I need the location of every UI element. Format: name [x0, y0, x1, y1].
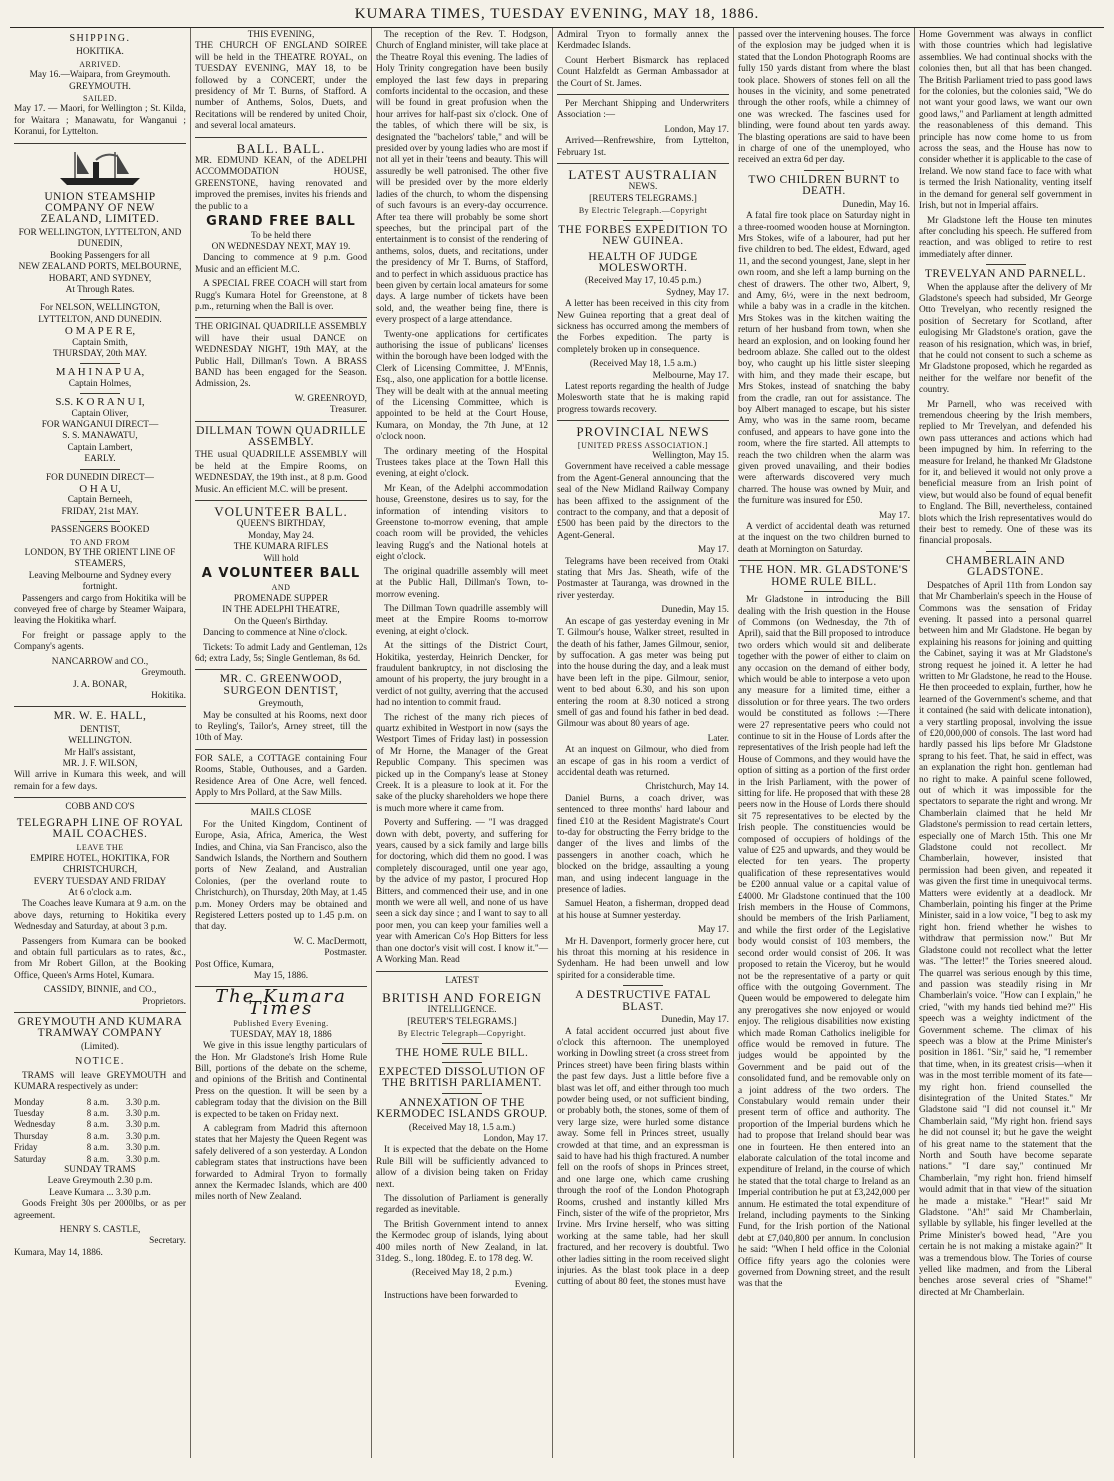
dissolution-text: The dissolution of Parliament is generally regarded as inevitable. — [376, 1194, 548, 1216]
railway-text: Government have received a cable message from the Agent-General announcing that the seal of the New Midland Railway Company has been affixed to the assignment of the contract to the company, and that a deposit of £500 has been paid by the directors to the Agent-General. — [557, 462, 729, 541]
dentist: DENTIST, — [79, 724, 121, 735]
kumara-times-title: The Kumara Times — [215, 986, 347, 1019]
table-row: Thursday 8 a.m. 3.30 p.m. — [14, 1130, 161, 1141]
cottage-sale: FOR SALE, a COTTAGE containing Four Rooms, Stable, Outhouses, and a Garden. Residence Area of One Acre, well fenced. Apply to Mrs Pollard, at the Saw Mills. — [195, 753, 367, 798]
melbourne-dateline: Melbourne, May 17. — [652, 370, 729, 381]
newspaper-page — [10, 4, 1104, 1469]
leaving-melbourne: Leaving Melbourne and Sydney every fortnight. — [28, 570, 172, 593]
children-heading: TWO CHILDREN BURNT to DEATH. — [748, 173, 900, 198]
latest: LATEST — [445, 975, 479, 986]
gladstone-text: Mr Gladstone in introducing the Bill dealing with the Irish question in the House of Commons (on Wednesday, the 7th of April), said that the Bill proposed to introduce two orders which would sit and deliberate together with the power of either to claim on any occasion on the demand of either body, which would be able to interpose a veto upon any measure for a limited time, either a dissolution or for three years. The two orders would be constituted as follows :—There were 27 representative peers who could not continue to sit in the House of Lords after the representatives of the Irish people had left the House of Commons, and they would have the option of sitting as a portion of the first order in the Irish Parliament, with the power of sitting for life. He proposed that with these 28 peers now in the House of Lords there should sit 75 representatives to be elected by the Irish people. The constituencies would be composed of occupiers of holdings of the value of £25 and upwards, and they would be elected for ten years. The property qualification of these representatives would be £200 annual value or a capital value of £4000. Mr Gladstone continued that the 100 Irish members in the House of Commons, should be members of the Irish Parliament, and while the first order of the Legislative body would consist of 103 members, the second order would consist of 206. It was proposed to retain the Viceroy, but he would not be the representative of a party or quit office with the outgoing Government. The Queen would be empowered to delegate him any prerogatives she now enjoyed or would enjoy. The religious disabilities now existing which made Roman Catholics ineligible for office would be removed in future. The judges would be appointed by the Government and be paid out of the consolidated fund, and be removable only on a joint address of the two orders. The Constabulary would remain under their present term of office and authority. The proportion of the Imperial burdens which he had to propose that Ireland should bear was one in fourteen. He then entered into an elaborate calculation of the total income and expenditure of Ireland, in the course of which he stated that the total charge to Ireland as an Imperial contribution he put at £3,242,000 per annum. He estimated the total expenditure of Ireland, including payments to the Sinking Fund, for the Irish portion of the National debt at £7,040,800 per annum. In conclusion he said: "When I held office in the Colonial Office fifty years ago the colonies were governed from Downing street, and the result was that the — [738, 595, 910, 1290]
gas-text: An escape of gas yesterday evening in Mr T. Gilmour's house, Walker street, resulted in the death of his father, James Gilmour, senior, by suffocation. A gas meter was being put into the house during the day, and a leak must have been left in the pipe. Gilmour, senior, went to bed about 6.30, and his son upon entering the room at 8.30 noticed a strong smell of gas and found his father in bed dead. Gilmour was about 80 years of age. — [557, 616, 729, 730]
column-1 — [10, 28, 191, 1458]
arrived-text: May 16.—Waipara, from Greymouth. — [29, 70, 171, 81]
proprietors: Proprietors. — [142, 996, 186, 1007]
published: Published Every Evening. — [233, 1019, 329, 1029]
nancarrow-place: Greymouth. — [141, 668, 186, 679]
chamberlain-text: Despatches of April 11th from London say that Mr Chamberlain's speech in the House of Commons was the sensation of Friday evening. It passed into a personal quarrel between him and Mr Gladstone. He began by explaining his reasons for joining and quitting the Cabinet, saying it was at Mr Gladstone's strong request he joined it. A letter he had written to Mr Gladstone, he read to the House. He then proceeded to explain, further, how he learned of the Government's scheme, and that it contained (he said with delicate intonation), a very startling proposal, involving the issue of £20,000,000 of consols. The last word had hardly passed his lips before Mr Gladstone sprang to his feet. That, he said in effect, was an explanation the right hon. gentleman had no right to make. A painful scene followed, out of which it was impossible for the spectators to separate the right and wrong. Mr Chamberlain claimed that he held Mr Gladstone's permission to read certain letters, especially one of March 15th. This one Mr Gladstone could not recollect. Mr Chamberlain, however, insisted that permission had been given, and repeated it was given the first time in unequivocal terms. Matters were evidently at a deadlock. Mr Chamberlain, pointing his finger at the Prime Minister, said in a low voice, "I beg to ask my right hon. friend whether he wishes to withdraw that permission now." But Mr Gladstone could not recollect what the letter was. "The letter!" the Tories sneered aloud. The quarrel was serious enough by this time, and passion was steadily rising in Mr Chamberlain's voice. "How can I explain," he cried, "with my hands tied behind me?" His speech was a weighty indictment of the Government scheme. The climax of his speech was a blow at the Prime Minister's position in 1861. "Sir," said he, "I remember that time, when, in its greatest crisis—when it was in the most terrible moment of its fate—my right hon. friend counselled the disintegration of the United States." Mr Gladstone said "I did not counsel it." Mr Chamberlain said, "My right hon. friend says he did not counsel it; but he gave the weight of his great name to the statement that the North and South have become separate nations." "I dare say," continued Mr Chamberlain, "my right hon. friend himself would admit that in that view of the situation he made a mistake." "Hear!" said Mr Gladstone. "Ah!" said Mr Chamberlain, syllable by syllable, his finger levelled at the Prime Minister's bowed head, "Are you certain he is not making a mistake again?" It was a tremendous blow. The Tories of course yelled like madmen, and from the Liberal benches arose several cries of "Shame!" directed at Mr Chamberlain. — [919, 580, 1092, 1298]
sunday-greymouth: Leave Greymouth 2.30 p.m. — [47, 1176, 153, 1187]
freight-text: For freight or passage apply to the Company's agents. — [14, 630, 186, 653]
kean-coach-text: Mr Kean, of the Adelphi accommodation house, Greenstone, desires us to say, for the information of intending visitors to Greenstone to-morrow evening, that ample coach room will be provided, the vehicles leaving Rugg's and the National hotels at eight o'clock. — [376, 483, 548, 563]
new-guinea-text: A letter has been received in this city from New Guinea reporting that a great deal of sickness has occurred among the members of the Forbes expedition. The party is completely broken up in consequence. — [557, 299, 729, 355]
queens-birthday: QUEEN'S BIRTHDAY, — [236, 519, 326, 530]
wednesday-next: ON WEDNESDAY NEXT, MAY 19. — [211, 241, 351, 252]
blast-continued: passed over the intervening houses. The force of the explosion may be judged when it is stated that the London Photograph Rooms are fully 150 yards distant from where the blast took place. Showers of stones fell on all the houses in the vicinity, and some penetrated through the other roofs, while a chimney of one was wrecked. The fascines used for blinding, were found about ten yards away. The blasting operations are said to have been in charge of one of the unemployed, who received an extra 6d per day. — [738, 30, 910, 166]
on-birthday: On the Queen's Birthday. — [234, 616, 328, 627]
sunday-trams: SUNDAY TRAMS — [64, 1164, 136, 1175]
may17b-dateline: May 17. — [698, 925, 729, 936]
column-2 — [191, 28, 372, 1458]
wilson: MR. J. F. WILSON, — [62, 758, 138, 769]
reuters-label: [REUTERS TELEGRAMS.] — [589, 193, 697, 204]
telegraph-line: TELEGRAPH LINE OF ROYAL MAIL COACHES. — [16, 816, 184, 840]
leave-the: LEAVE THE — [76, 843, 124, 853]
latest-australian: LATEST AUSTRALIAN — [568, 167, 718, 183]
trevelyan-text: When the applause after the delivery of Mr Gladstone's speech had subsided, Mr George Otto Trevelyan, who recently resigned the position of Secretary for Scotland, after eulogising Mr Gladstone's oration, gave the reason of his resignation, which was, in brief, that he could not consent to such a scheme as Mr Gladstone proposed, which he regarded as neither for the welfare nor benefit of the country. — [919, 282, 1092, 396]
manawatu-captain: Captain Lambert, — [67, 442, 133, 453]
court-text: At the sittings of the District Court, Hokitika, yesterday, Heinrich Dencker, for fraudulent bankruptcy, in not disclosing the amount of his property, the jury brought in a verdict of not guilty, averring that the accused had no intention to commit fraud. — [376, 641, 548, 709]
intelligence: INTELLIGENCE. — [427, 1005, 497, 1016]
for-dunedin: FOR DUNEDIN DIRECT— — [46, 472, 154, 483]
kean-text: MR. EDMUND KEAN, of the ADELPHI ACCOMMODATION HOUSE, GREENSTONE, having renovated and improved the premises, invites his friends and the public to a — [195, 156, 367, 212]
tramway-heading: GREYMOUTH AND KUMARA TRAMWAY COMPANY — [17, 1016, 183, 1040]
bonar: J. A. BONAR, — [73, 679, 127, 690]
shipping-heading: SHIPPING. — [69, 33, 131, 44]
trams-leave: TRAMS will leave GREYMOUTH and KUMARA respectively as under: — [14, 1070, 186, 1093]
dunedin2-dateline: Dunedin, May 17. — [661, 1015, 729, 1026]
london-orient: LONDON, BY THE ORIENT LINE OF STEAMERS, — [24, 548, 176, 570]
reuters-label: [REUTER'S TELEGRAMS.] — [407, 1016, 517, 1027]
cargo-text: Passengers and cargo from Hokitika will be conveyed free of charge by Steamer Waipara, leaving the Hokitika wharf. — [14, 593, 186, 627]
column-4 — [553, 28, 734, 1458]
mails-text: For the United Kingdom, Continent of Europe, Asia, Africa, America, the West Indies, and China, via San Francisco, also the Sandwich Islands, the Northern and Southern ports of New Zealand, and Australian Colonies, (per the overland route to Christchurch), on Thursday, 20th May, at 1.45 p.m. Money Orders may be obtained and Registered Letters posted up to 1.45 p.m. on that day. — [195, 819, 367, 933]
tryon-text: Admiral Tryon to formally annex the Kerdmadec Islands. — [557, 30, 729, 52]
sailed-text: May 17. — Maori, for Wellington ; St. Kilda, for Waitara ; Manawatu, for Wanganui ; Koranui, for Lyttelton. — [14, 104, 186, 138]
every-tuesday: EVERY TUESDAY AND FRIDAY — [33, 876, 167, 887]
mahinapua-captain: Captain Holmes, — [68, 378, 132, 389]
to-and-from: TO AND FROM — [70, 537, 130, 547]
at-six: At 6 o'clock a.m. — [68, 888, 132, 898]
debate-text: It is expected that the debate on the Home Rule Bill will be sufficiently advanced to allow of a division being taken on Friday next. — [376, 1145, 548, 1190]
column-3 — [372, 28, 553, 1458]
volunteer-ball: A VOLUNTEER BALL — [201, 566, 361, 582]
burns-text: Daniel Burns, a coach driver, was sentenced to three months' hard labour and fined £10 at the Resident Magistrate's Court to-day for obstructing the Ferry bridge to the danger of the lives and limbs of the passengers in another coach, which he blocked on the bridge, assaulting a young man, and using indecent language in the presence of ladies. — [557, 793, 729, 896]
usc-booking: Booking Passengers for all — [50, 250, 150, 261]
editorial-2: A cablegram from Madrid this afternoon states that her Majesty the Queen Regent was safely delivered of a son yesterday. A London cablegram states that instructions have been forwarded to Admiral Tryon to formally annex the Kermadec Islands, which are 400 miles north of New Zealand. — [195, 1123, 367, 1203]
blast-heading: A DESTRUCTIVE FATAL BLAST. — [575, 989, 711, 1013]
ohau: O H A U, — [79, 483, 121, 495]
bismarck-text: Count Herbert Bismarck has replaced Count Halzfeldt as German Ambassador at the Court of St. James. — [557, 55, 729, 89]
notice: NOTICE. — [75, 1056, 125, 1068]
secretary: Secretary. — [149, 1236, 186, 1247]
table-row: Friday 8 a.m. 3.30 p.m. — [14, 1142, 161, 1153]
table-row: Wednesday 8 a.m. 3.30 p.m. — [14, 1119, 161, 1130]
held-there: To be held there — [250, 230, 311, 241]
greenwood-place: Greymouth, — [258, 699, 304, 710]
gladstone-continued: Home Government was always in conflict with those countries which had legislative assemblies. We had continual shocks with the colonies then, but all that has been changed. The British Parliament tried to pass good laws for the colonies, but the colonies said, "We do not want your good laws, we want our own good laws," and Parliament at length admitted the reasonableness of this demand. This principle has now come home to us from across the seas, and the House has now to consider whether it is applicable to the case of Ireland. We now stand face to face with what is termed the Irish Nationality, venting itself in the demand for general self government in Irish, but not in Imperial affairs. — [919, 30, 1092, 212]
will-hold: Will hold — [263, 553, 299, 564]
issue-date: TUESDAY, MAY 18, 1886 — [230, 1029, 332, 1040]
renfrewshire-text: Arrived—Renfrewshire, from Lyttelton, February 1st. — [557, 136, 729, 158]
davenport-text: Mr H. Davenport, formerly grocer here, cut his throat this morning at his residence in Sydenham. He had been unwell and low spirited for a considerable time. — [557, 936, 729, 981]
table-row: Tuesday 8 a.m. 3.30 p.m. — [14, 1107, 161, 1118]
wellington-dateline: Wellington, May 15. — [652, 451, 729, 461]
koranui-captain: Captain Oliver, — [71, 408, 129, 419]
dillman-text: THE usual QUADRILLE ASSEMBLY will be held at the Empire Rooms, on WEDNESDAY, the 19th inst., at 8 p.m. Good Music. An efficient M.C. will be present. — [195, 450, 367, 495]
nancarrow: NANCARROW and CO., — [51, 656, 149, 667]
hokitika-heading: HOKITIKA. — [76, 47, 124, 58]
by-electric: By Electric Telegraph—Copyright. — [397, 1029, 527, 1039]
kumara-date: Kumara, May 14, 1886. — [14, 1247, 103, 1258]
kumara-rifles: THE KUMARA RIFLES — [233, 542, 329, 553]
for-nelson: For NELSON, WELLINGTON, LYTTELTON, AND DUNEDIN. — [38, 303, 162, 325]
sydney-dateline: Sydney, May 17. — [666, 287, 729, 298]
reception-text: The reception of the Rev. T. Hodgson, Church of England minister, will take place at the Theatre Royal this evening. The ladies of Holy Trinity congregation have been busily employed the last few days in preparing comforts incidental to the occasion, and these will be found in great profusion when the hour arrives for half-past six o'clock. One of the tables, of which there will be six, is designated the "bachelors' table," and will be presided over by young ladies who are most if not all yet in their 'teens and beauty. This will assuredly be well patronised. The other five will be presided over by the more elderly ladies of the church, to whom the dispensing of such favours is an every-day occurrence. After tea there will probably be some short speeches, but the principal part of the entertainment is to consist of the rendering of anthems, solos, duets, and recitations, under the presidency of Mr T. Burns, of Stafford, and to perfect in which assiduous practice has been given by certain local amateurs for some days. A large number of tickets have been sold, and, the weather being fine, there is every prospect of a large attendance. — [376, 30, 548, 326]
manawatu: S. S. MANAWATU, — [62, 431, 138, 442]
cobb: COBB AND CO'S — [65, 802, 135, 813]
dunedin-dateline: Dunedin, May 16. — [842, 199, 910, 210]
greenroyd: W. GREENROYD, — [294, 393, 367, 404]
greenwood-heading: MR. C. GREENWOOD, SURGEON DENTIST, — [219, 673, 343, 697]
molesworth-text: Latest reports regarding the health of Judge Molesworth state that he is making rapid progress towards recovery. — [557, 381, 729, 415]
and: AND — [271, 583, 291, 593]
passengers-kumara: Passengers from Kumara can be booked and obtain full particulars as to rates, &c., from Mr Robert Gillon, at the Booking Office, Queen's Arms Hotel, Kumara. — [14, 936, 186, 981]
post-date: May 15, 1886. — [253, 971, 309, 982]
special-coach: A SPECIAL FREE COACH will start from Rugg's Kumara Hotel for Greenstone, at 8 p.m., returning when the Ball is over. — [195, 279, 367, 312]
blast-text: A fatal accident occurred just about five o'clock this afternoon. The unemployed working in Dowling street (a cross street from Princes street) have been firing blasts within the past few days. Just a little before five a blast was let off, and either through too much powder being used, or not sufficient binding, or probably both, the stones, some of them of very large size, were hurled some distance away. Some fell in Princes street, usually crowded at that time, and an expressman is said to have had his thigh fractured. A number fell on the roofs of shops in Princes street, and one large one, which came crushing through the roof of the London Photograph Rooms, crushed and instantly killed Mrs Finch, sister of the wife of the proprietor, Mrs Irvine. Mrs Irvine herself, who was sitting working at the same table, had her skull fractured, and her recovery is doubtful. Two other ladies sitting in the room received slight injuries. As the blast took place in a deep cutting of about 80 feet, the stones must have — [557, 1026, 729, 1288]
post-office: Post Office, Kumara, — [195, 959, 274, 970]
verdict-text: A verdict of accidental death was returned at the inquest on the two children burned to death at Mornington on Saturday. — [738, 522, 910, 555]
merchant-text: Per Merchant Shipping and Underwriters Association :— — [557, 99, 729, 121]
fire-text: A fatal fire took place on Saturday night in a three-roomed wooden house at Mornington. Mrs Stokes, wife of a labourer, had put her five children to bed. The eldest, Edward, aged 11, and the second youngest, Jane, slept in her own room, and she left a lamp burning on the chest of drawers. The other two, Albert, 9, and Amy, 6½, were in the next bedroom, while a baby was in a cradle in the kitchen. Mrs Stokes was in the kitchen waiting the return of her husband from town, when she heard an explosion, and on looking found her bedroom ablaze. She called out to the oldest boy, who caught up his little sister sleeping with him, and they made their escape, but Mrs Stokes, instead of snatching the baby from the cradle, ran out for assistance. The boy Albert managed to escape, but his sister Amy, who was in the same room, became confused, and appears to have gone into the room, where the fire started. All attempts to reach the two children when the alarm was given proved unavailing, and their bodies were afterwards discovered very much charred. The house was owned by Muir, and the furniture was insured for £50. — [738, 211, 910, 507]
hospital-text: The ordinary meeting of the Hospital Trustees takes place at the Town Hall this evening, at eight o'clock. — [376, 446, 548, 480]
promenade-supper: PROMENADE SUPPER — [233, 593, 329, 604]
monday-may-24: Monday, May 24. — [247, 530, 315, 541]
christchurch-dateline: Christchurch, May 14. — [645, 782, 729, 793]
trevelyan-heading: TREVELYAN AND PARNELL. — [924, 268, 1087, 281]
greenwood-text: May be consulted at his Rooms, next door to Reyling's, Tailor's, Arney street, till the 10th of May. — [195, 710, 367, 744]
may17-dateline: May 17. — [698, 545, 729, 556]
quartz-text: The richest of the many rich pieces of quartz exhibited in Westport in now (says the Westport Times of Friday last) in possession of Mr Horne, the Manager of the Great Republic Company. This specimen was picked up in the Company's lease at Stoney Creek. It is a pleasure to look at it. For the sake of the plucky shareholders we hope there is much more where it came from. — [376, 712, 548, 814]
mails-close: MAILS CLOSE — [250, 808, 312, 819]
tickets: Tickets: To admit Lady and Gentleman, 12s 6d; extra Lady, 5s; Single Gentleman, 8s 6d. — [195, 642, 367, 664]
united-press: [UNITED PRESS ASSOCIATION.] — [577, 440, 709, 450]
bonar-place: Hokitika. — [151, 690, 186, 701]
usc-for: FOR WELLINGTON, LYTTELTON, AND DUNEDIN, — [18, 227, 182, 250]
hop-bitters-text: Poverty and Suffering. — "I was dragged down with debt, poverty, and suffering for years, caused by a sick family and large bills for doctoring, which did them no good. I was completely discouraged, until one year ago, by the advice of my pastor, I procured Hop Bitters, and commenced their use, and in one month we were all well, and none of us have seen a sick day since ; and I want to say to all poor men, you can keep your families well a year with American Co's Hop Bitters for less than one doctor's visit will cost. I know it."—A Working Man. Read — [376, 818, 548, 966]
grand-free-ball: GRAND FREE BALL — [206, 214, 356, 230]
dunedin-dateline: Dunedin, May 15. — [661, 605, 729, 616]
dancing-text: Dancing to commence at 9 p.m. Good Music and an efficient M.C. — [195, 253, 367, 275]
otaki-text: Telegrams have been received from Otaki stating that Mrs Jas. Sheath, wife of the Postmaster at Tauranga, was drowned in the river yesterday. — [557, 556, 729, 601]
heaton-text: Samuel Heaton, a fisherman, dropped dead at his house at Sumner yesterday. — [557, 899, 729, 921]
annex-text: The British Government intend to annex the Kermodec group of islands, lying about 400 miles north of New Zealand, in lat. 31deg. S., long. 180deg. E. to 178 deg. W. — [376, 1219, 548, 1265]
koranui: S.S. K O R A N U I, — [55, 396, 145, 409]
cassidy: CASSIDY, BINNIE, and CO., — [43, 985, 157, 996]
received-1: (Received May 18, 1.5 a.m.) — [408, 1122, 516, 1133]
sunday-kumara: Leave Kumara ... 3.30 p.m. — [49, 1187, 151, 1198]
usc-ports: NEW ZEALAND PORTS, MELBOURNE, HOBART, AND SYDNEY, — [18, 262, 182, 284]
omapere-captain: Captain Smith, — [72, 337, 128, 348]
passengers-booked: PASSENGERS BOOKED — [50, 525, 150, 536]
dancing-nine: Dancing to commence at Nine o'clock. — [203, 628, 348, 639]
provincial-news: PROVINCIAL NEWS — [576, 424, 710, 440]
sailed-label: SAILED. — [83, 94, 117, 104]
this-evening: THIS EVENING, — [247, 30, 315, 40]
parnell-text: Mr Parnell, who was received with tremendous cheering by the Irish members, replied to Mr Trevelyan, and defended his own pass utterances and actions which had been impugned by him. In referring to the measure for Ireland, he thanked Mr Gladstone for it, and believed it would not only prove a beneficial measure from an Irish point of view, but would also be found of equal benefit to England. The Bill, nevertheless, contained blots which the Irish representatives would do their best to remedy. One of these was its financial proposals. — [919, 399, 1092, 547]
limited: (Limited). — [81, 1041, 119, 1052]
for-wanganui: FOR WANGANUI DIRECT— — [41, 419, 159, 430]
health-heading: HEALTH OF JUDGE MOLESWORTH. — [588, 250, 698, 274]
quadrille-text: The original quadrille assembly will meet at the Public Hall, Dillman's Town, to-morrow evening. — [376, 566, 548, 600]
early: EARLY. — [84, 454, 116, 465]
chamberlain-heading: CHAMBERLAIN AND GLADSTONE. — [946, 554, 1065, 579]
table-row: Monday 8 a.m. 3.30 p.m. — [14, 1096, 161, 1107]
ohau-date: FRIDAY, 21st MAY. — [61, 506, 139, 517]
may17-dateline: May 17. — [879, 510, 910, 521]
wellington: WELLINGTON. — [68, 736, 132, 747]
omapere: O M A P E R E, — [64, 325, 136, 338]
editorial-1: We give in this issue lengthy particulars of the Hon. Mr Gladstone's Irish Home Rule Bill, portions of the debate on the scheme, and opinions of the British and Continental Press on the question. It will be seen by a cablegram today that the division on the Bill is expected to be taken on Friday next. — [195, 1041, 367, 1120]
annexation-heading: ANNEXATION OF THE KERMODEC ISLANDS GROUP. — [376, 1096, 548, 1121]
mahinapua: M A H I N A P U A, — [55, 366, 145, 379]
london-dateline: London, May 17. — [664, 124, 729, 135]
church-soiree: THE CHURCH OF ENGLAND SOIREE will be held in the THEATRE ROYAL, on TUESDAY EVENING, MAY 18, to be followed by a CONCERT, under the presidency of Mr T. Burns, of Stafford. A number of Anthems, Solos, Duets, and Recitations will be rendered by united Choir, and several local amateurs. — [195, 41, 367, 132]
gladstone-heading: THE HON. MR. GLADSTONE'S HOME RULE BILL. — [739, 564, 909, 588]
arrived-label: ARRIVED. — [79, 59, 121, 69]
expected-dissolution: EXPECTED DISSOLUTION OF THE BRITISH PARLIAMENT. — [378, 1065, 546, 1090]
masthead: KUMARA TIMES, TUESDAY EVENING, MAY 18, 1886. — [10, 4, 1104, 28]
british-foreign: BRITISH AND FOREIGN — [382, 989, 542, 1005]
by-electric: By Electric Telegraph.—Copyright — [578, 206, 708, 216]
greymouth-heading: GREYMOUTH. — [69, 81, 131, 92]
forbes-heading: THE FORBES EXPEDITION TO NEW GUINEA. — [558, 223, 728, 248]
column-5 — [734, 28, 915, 1458]
ball-heading: BALL. BALL. — [236, 140, 326, 156]
received-2: (Received May 18, 2 p.m.) — [412, 1268, 512, 1279]
home-rule-heading: THE HOME RULE BILL. — [395, 1046, 529, 1059]
hall-heading: MR. W. E. HALL, — [53, 710, 147, 723]
empire-hotel: EMPIRE HOTEL, HOKITIKA, FOR CHRISTCHURCH, — [30, 853, 170, 876]
hall-assistant: Mr Hall's assistant, — [64, 747, 136, 758]
postmaster: Postmaster. — [324, 948, 367, 959]
received-2: (Received May 18, 1.5 a.m.) — [589, 359, 697, 370]
adelphi-theatre: IN THE ADELPHI THEATRE, — [222, 605, 340, 616]
received-1: (Received May 17, 10.45 p.m.) — [584, 276, 702, 287]
licenses-text: Twenty-one applications for certificates authorising the issue of publicans' licenses within the borough have been lodged with the Clerk of Licensing Committee, J. M'Ennis, Esq., also, one application for a bottle license. They will be dealt with at the annual meeting of the Licensing Committee, which is appointed to be held at the Court House, Kumara, on Monday, the 7th June, at 12 o'clock noon. — [376, 329, 548, 443]
london-dateline: London, May 17. — [483, 1133, 548, 1144]
evening: Evening. — [514, 1279, 548, 1290]
original-quadrille: THE ORIGINAL QUADRILLE ASSEMBLY will have their usual DANCE on WEDNESDAY NIGHT, 19th MAY, at the Public Hall, Dillman's Town. A BRASS BAND has been engaged for the Season. Admission, 2s. — [195, 322, 367, 390]
later-dateline: Later. — [707, 733, 729, 744]
wilson-text: Will arrive in Kumara this week, and will remain for a few days. — [14, 770, 186, 792]
steamship-icon — [55, 148, 145, 188]
ohau-captain: Captain Berneeh, — [67, 495, 133, 506]
column-6 — [915, 28, 1096, 1458]
omapere-date: THURSDAY, 20th MAY. — [52, 348, 148, 359]
table-row: Saturday 8 a.m. 3.30 p.m. — [14, 1153, 161, 1164]
goods-freight: Goods Freight 30s per 2000lbs, or as per agreement. — [14, 1199, 186, 1221]
treasurer: Treasurer. — [329, 405, 367, 416]
coaches-text: The Coaches leave Kumara at 9 a.m. on the above days, returning to Hokitika every Wednesday and Saturday, at about 3 p.m. — [14, 899, 186, 933]
instructions-text: Instructions have been forwarded to — [384, 1291, 518, 1302]
macdermott: W. C. MacDermott, — [293, 936, 367, 947]
left-house-text: Mr Gladstone left the House ten minutes after concluding his speech. He suffered from reaction, and was obliged to retire to rest immediately after dinner. — [919, 215, 1092, 260]
dillman-text: The Dillman Town quadrille assembly will meet at the Empire Rooms to-morrow evening, at eight o'clock. — [376, 603, 548, 637]
dillman-heading: DILLMAN TOWN QUADRILLE ASSEMBLY. — [196, 424, 366, 448]
inquest-text: At an inquest on Gilmour, who died from an escape of gas in his room a verdict of accidental death was returned. — [557, 745, 729, 778]
usc-title: UNION STEAMSHIP COMPANY OF NEW ZEALAND, LIMITED. — [40, 190, 160, 226]
usc-rates: At Through Rates. — [65, 284, 135, 295]
news-label: NEWS. — [628, 182, 658, 193]
tram-schedule — [14, 1097, 186, 1165]
castle: HENRY S. CASTLE, — [59, 1224, 141, 1235]
volunteer-heading: VOLUNTEER BALL. — [214, 504, 348, 520]
